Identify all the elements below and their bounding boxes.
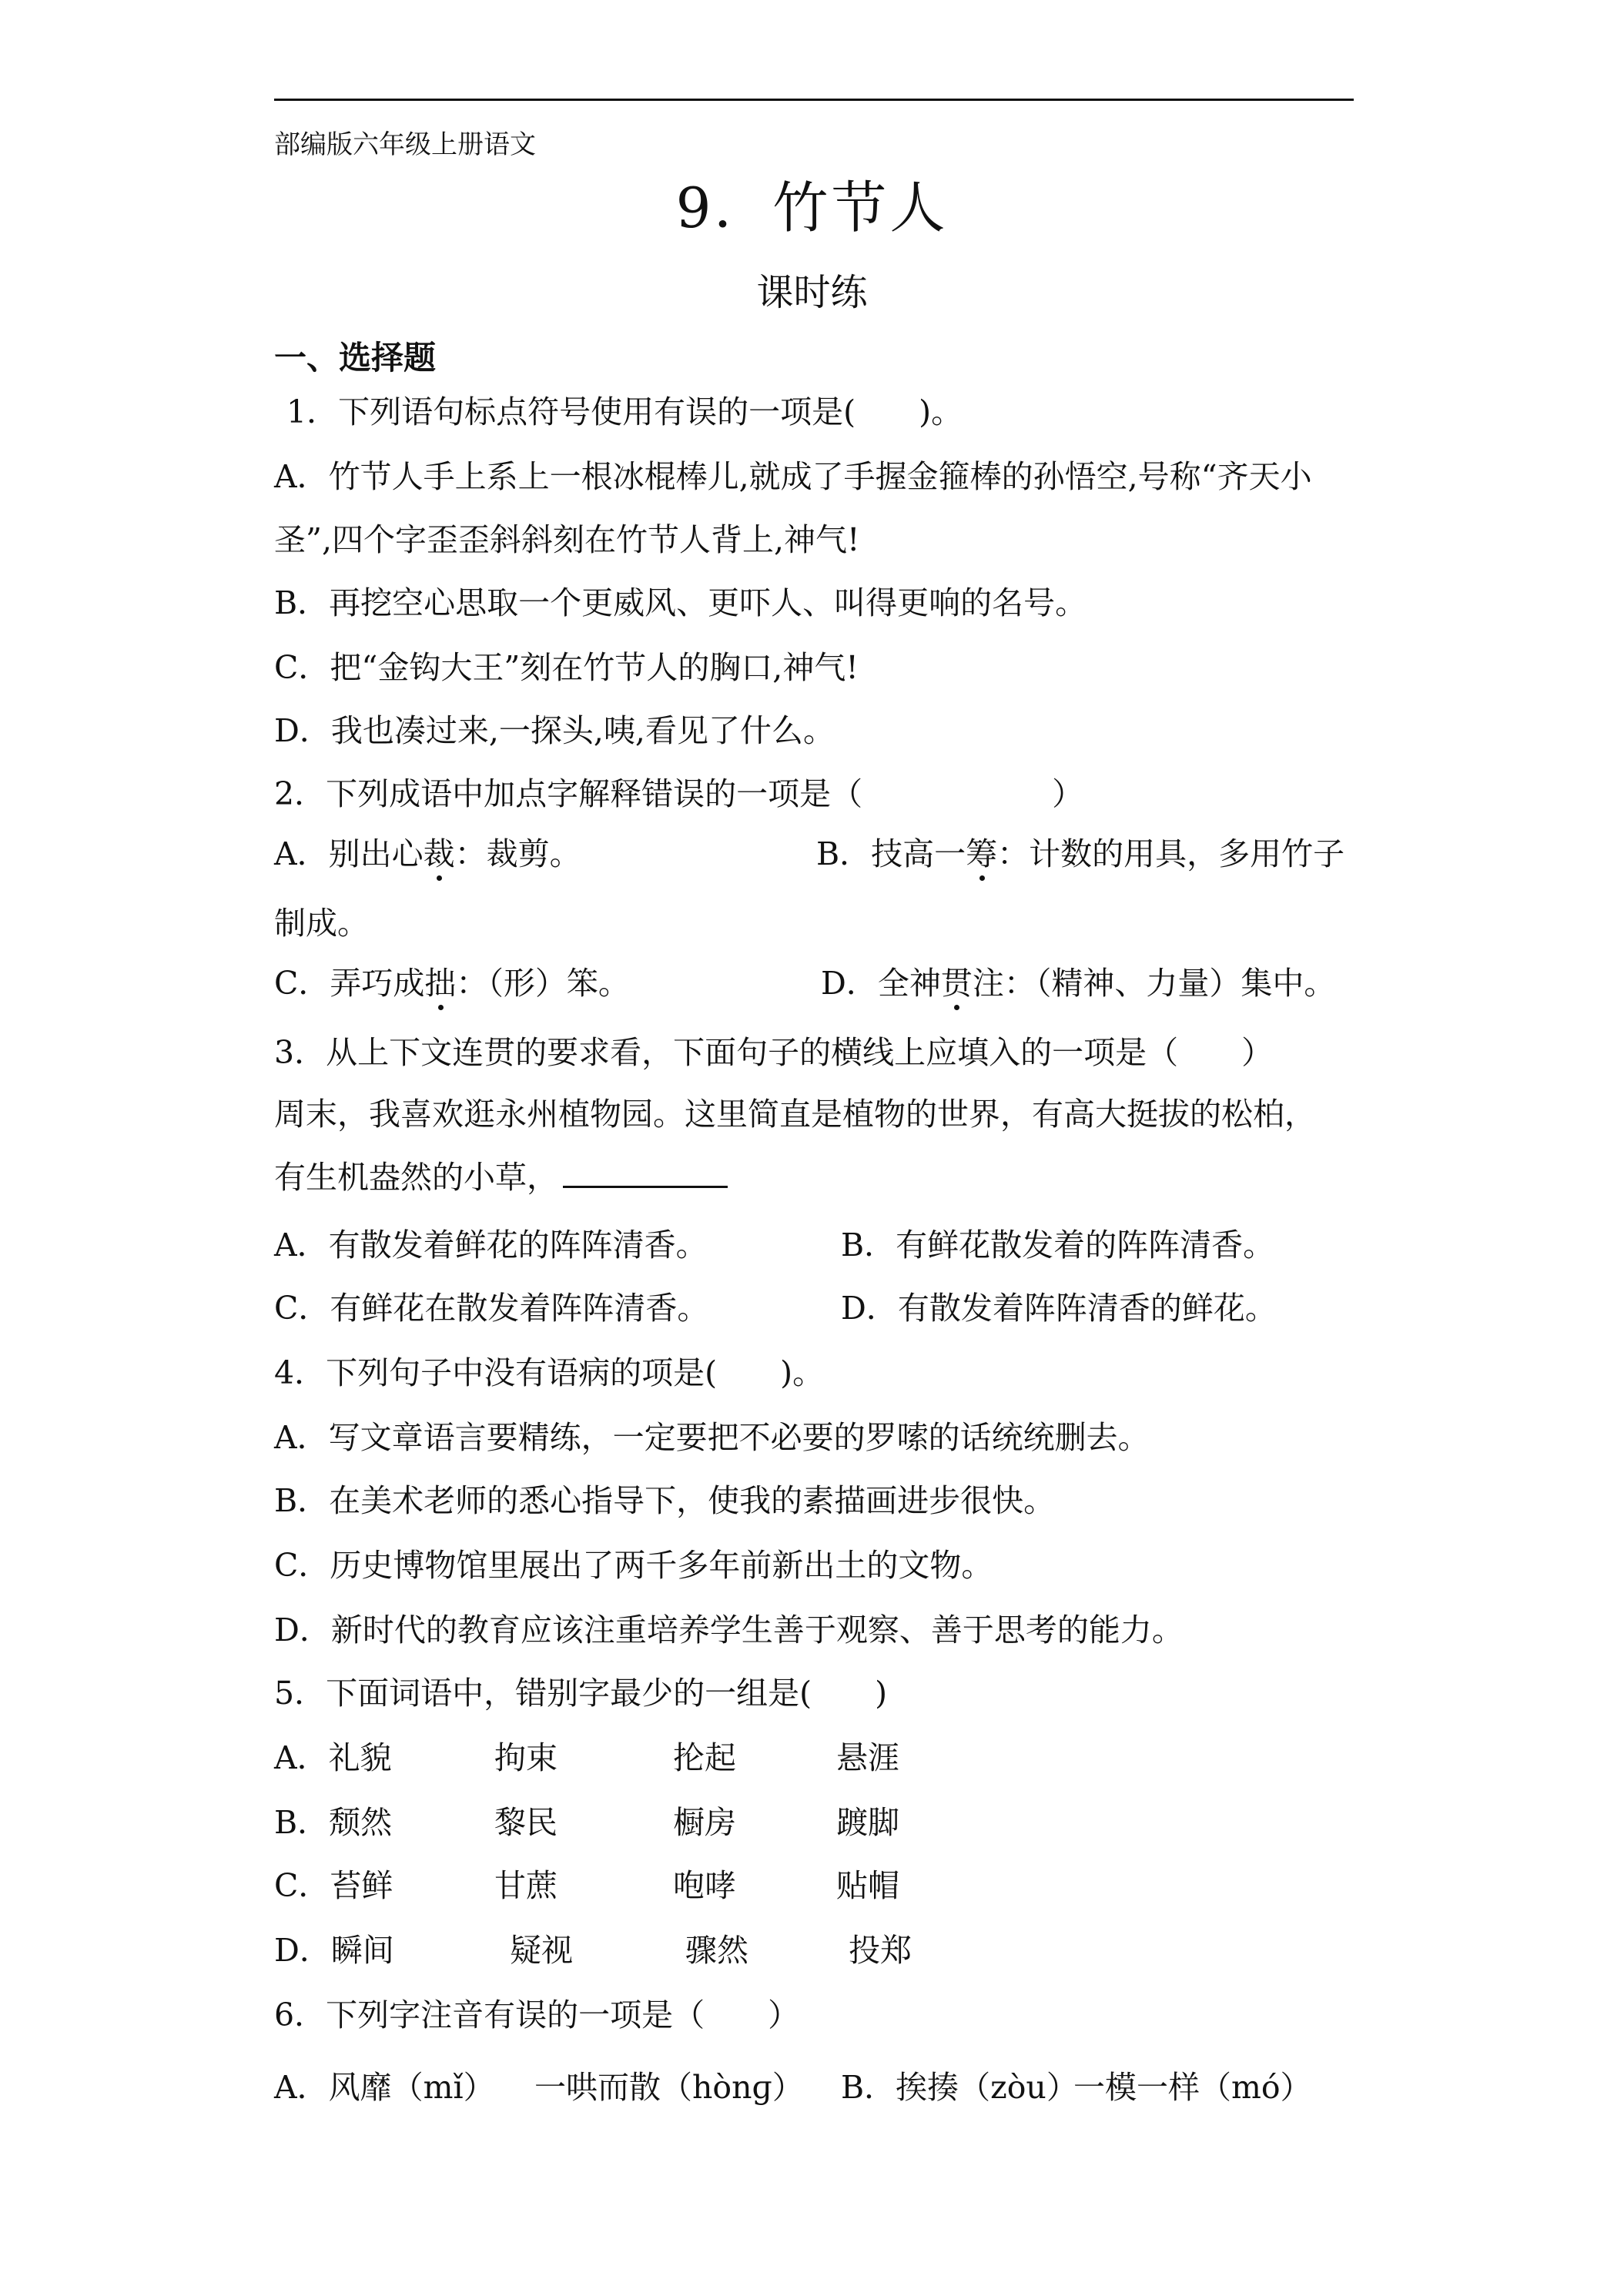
word: 悬涯	[836, 1739, 899, 1776]
passage-text: 有生机盎然的小草，	[274, 1159, 558, 1196]
option-d-prefix: D．全神	[821, 965, 941, 1002]
word: 抡起	[673, 1739, 736, 1776]
question-5-option-d	[274, 1930, 912, 1971]
question-5-option-c	[274, 1865, 899, 1906]
word: 拘束	[494, 1739, 558, 1776]
question-1-option-c: C．把“金钩大王”刻在竹节人的胸口,神气!	[274, 649, 859, 686]
question-1-option-a-line1: A．竹节人手上系上一根冰棍棒儿,就成了手握金箍棒的孙悟空,号称“齐天小	[274, 458, 1312, 495]
question-2-option-b-continued: 制成。	[274, 905, 369, 942]
question-1-option-b: B．再挖空心思取一个更威风、更吓人、叫得更响的名号。	[274, 584, 1087, 621]
option-a-prefix: A．别出心	[274, 835, 424, 872]
question-5-stem: 5．下面词语中，错别字最少的一组是( )	[274, 1675, 888, 1712]
option-c-explanation: ：（形）笨。	[456, 965, 630, 1002]
option-d-dotted-char: 贯	[941, 962, 973, 1004]
word: 贴帽	[836, 1867, 899, 1904]
question-3-option-a: A．有散发着鲜花的阵阵清香。	[274, 1227, 708, 1263]
question-3-option-d: D．有散发着阵阵清香的鲜花。	[841, 1290, 1277, 1327]
option-a-part1: A．风靡（mǐ）	[274, 2069, 495, 2106]
question-2-stem: 2．下列成语中加点字解释错误的一项是（ ）	[274, 775, 1084, 812]
question-1-stem: 1．下列语句标点符号使用有误的一项是( )。	[286, 393, 963, 430]
question-6-option-a	[274, 2067, 804, 2108]
word: 橱房	[673, 1804, 736, 1841]
question-2-option-c	[274, 962, 630, 1004]
question-4-option-b: B．在美术老师的悉心指导下，使我的素描画进步很快。	[274, 1482, 1056, 1519]
question-4-option-d: D．新时代的教育应该注重培养学生善于观察、善于思考的能力。	[274, 1612, 1184, 1648]
question-2-option-a	[274, 833, 581, 875]
page-subtitle: 课时练	[756, 271, 868, 314]
question-2-option-b	[816, 833, 1344, 875]
question-4-option-a: A．写文章语言要精练，一定要把不必要的罗嗦的话统统删去。	[274, 1419, 1150, 1456]
question-5-option-a	[274, 1737, 899, 1779]
word: D．瞬间	[274, 1932, 394, 1969]
question-3-option-c: C．有鲜花在散发着阵阵清香。	[274, 1290, 709, 1327]
question-3-passage-line1: 周末，我喜欢逛永州植物园。这里简直是植物的世界，有高大挺拔的松柏，	[274, 1096, 1316, 1133]
word: B．颓然	[274, 1804, 393, 1841]
word: C．苔鲜	[274, 1867, 393, 1904]
question-3-stem: 3．从上下文连贯的要求看，下面句子的横线上应填入的一项是（ ）	[274, 1034, 1274, 1071]
question-4-option-c: C．历史博物馆里展出了两千多年前新出土的文物。	[274, 1547, 993, 1584]
question-5-option-b	[274, 1802, 899, 1843]
word: 疑视	[510, 1932, 573, 1969]
option-a-dotted-char: 裁	[424, 833, 455, 875]
option-b-part2: 一模一样（mó）	[1073, 2069, 1312, 2106]
header-rule	[274, 99, 1354, 101]
option-c-prefix: C．弄巧成	[274, 965, 425, 1002]
word: A．礼貌	[274, 1739, 392, 1776]
question-2-option-d	[821, 962, 1335, 1004]
word: 踱脚	[836, 1804, 899, 1841]
option-b-dotted-char: 筹	[966, 833, 997, 875]
fill-in-blank	[563, 1158, 728, 1188]
question-6-option-b	[841, 2067, 1312, 2108]
section-heading: 一、选择题	[274, 339, 437, 377]
header-text: 部编版六年级上册语文	[274, 129, 536, 160]
option-b-prefix: B．技高一	[816, 835, 966, 872]
word: 甘蔗	[494, 1867, 558, 1904]
question-1-option-a-line2: 圣”,四个字歪歪斜斜刻在竹节人背上,神气!	[274, 521, 860, 558]
option-d-explanation: 注：（精神、力量）集中。	[972, 965, 1336, 1002]
option-b-explanation: ：计数的用具，多用竹子	[997, 835, 1345, 872]
question-3-passage-line2	[274, 1156, 728, 1198]
page-title: 9．竹节人	[675, 176, 949, 240]
word: 咆哮	[673, 1867, 736, 1904]
word: 骤然	[685, 1932, 748, 1969]
question-6-stem: 6．下列字注音有误的一项是（ ）	[274, 1996, 800, 2033]
question-4-stem: 4．下列句子中没有语病的项是( )。	[274, 1354, 825, 1391]
word: 投郑	[849, 1932, 912, 1969]
question-3-option-b: B．有鲜花散发着的阵阵清香。	[841, 1227, 1275, 1263]
word: 黎民	[494, 1804, 558, 1841]
option-a-explanation: ：裁剪。	[454, 835, 581, 872]
option-b-part1: B．挨揍（zòu）	[841, 2069, 1078, 2106]
option-c-dotted-char: 拙	[424, 962, 456, 1004]
option-a-part2: 一哄而散（hònɡ）	[534, 2069, 804, 2106]
question-1-option-d: D．我也凑过来,一探头,咦,看见了什么。	[274, 712, 835, 749]
